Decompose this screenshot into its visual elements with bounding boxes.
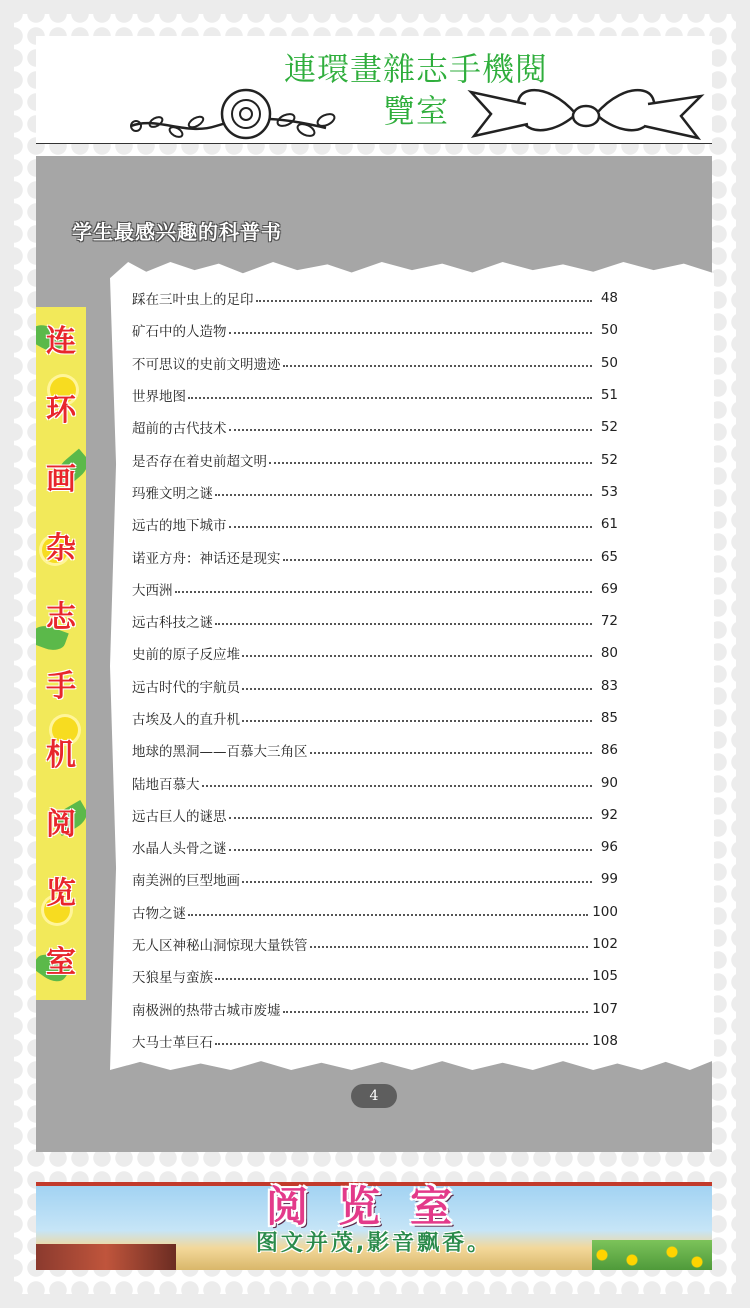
leader-dots	[215, 623, 592, 625]
toc-entry-page: 72	[600, 613, 618, 630]
toc-entry[interactable]	[132, 766, 618, 798]
side-char: 志	[46, 600, 76, 635]
leader-dots	[283, 365, 593, 367]
toc-entry-page: 102	[592, 936, 618, 953]
section-title: 学生最感兴趣的科普书	[72, 220, 282, 244]
toc-entry-title: 陆地百慕大	[132, 776, 200, 793]
toc-entry-title: 远古时代的宇航员	[132, 679, 240, 696]
toc-entry-title: 玛雅文明之谜	[132, 485, 213, 502]
toc-entry-page: 100	[592, 903, 618, 920]
toc-entry-page: 52	[600, 451, 618, 468]
table-of-contents	[132, 282, 618, 1057]
toc-entry[interactable]	[132, 379, 618, 411]
toc-entry[interactable]	[132, 508, 618, 540]
toc-entry-title: 矿石中的人造物	[132, 324, 227, 341]
side-char: 画	[46, 462, 76, 497]
leader-dots	[215, 1043, 588, 1045]
toc-entry-page: 108	[592, 1032, 618, 1049]
leader-dots	[215, 494, 592, 496]
leader-dots	[229, 429, 593, 431]
leader-dots	[188, 397, 592, 399]
leader-dots	[215, 978, 588, 980]
toc-entry-page: 51	[600, 387, 618, 404]
toc-entry[interactable]	[132, 282, 618, 314]
leader-dots	[242, 881, 592, 883]
toc-entry[interactable]	[132, 573, 618, 605]
toc-entry-page: 96	[600, 839, 618, 856]
side-char: 览	[46, 876, 76, 911]
side-char: 杂	[46, 531, 76, 566]
toc-entry[interactable]	[132, 637, 618, 669]
toc-entry-page: 48	[600, 290, 618, 307]
side-char: 连	[46, 324, 76, 359]
page-number-badge: 4	[351, 1084, 397, 1108]
toc-entry-page: 52	[600, 419, 618, 436]
toc-entry-title: 大马士革巨石	[132, 1034, 213, 1051]
toc-entry-page: 85	[600, 710, 618, 726]
toc-entry-title: 远古巨人的谜思	[132, 808, 227, 825]
side-banner-left	[36, 307, 86, 1000]
header-divider	[36, 143, 712, 144]
toc-entry[interactable]	[132, 799, 618, 831]
toc-entry-page: 50	[600, 354, 618, 371]
banner-subtitle: 图文并茂,影音飘香。	[255, 1231, 493, 1256]
side-char: 机	[46, 738, 76, 773]
toc-entry[interactable]	[132, 928, 618, 960]
leader-dots	[310, 946, 589, 948]
side-char: 阅	[46, 807, 76, 842]
toc-entry-title: 远古的地下城市	[132, 518, 227, 535]
toc-entry[interactable]	[132, 443, 618, 475]
title-line-1: 連環畫雜志手機閱	[283, 50, 548, 88]
banner-title: 阅览室	[265, 1182, 482, 1231]
toc-entry-page: 61	[600, 516, 618, 533]
toc-entry[interactable]	[132, 734, 618, 766]
leader-dots	[283, 1011, 589, 1013]
toc-entry-page: 92	[600, 806, 618, 823]
side-banner-text	[36, 307, 86, 997]
toc-entry-page: 86	[600, 742, 618, 759]
toc-entry-title: 史前的原子反应堆	[132, 647, 240, 664]
toc-entry-page: 50	[600, 322, 618, 339]
toc-entry-title: 是否存在着史前超文明	[132, 453, 267, 470]
leader-dots	[256, 300, 593, 302]
magazine-title	[246, 48, 586, 132]
toc-entry[interactable]	[132, 605, 618, 637]
toc-entry-title: 古物之谜	[132, 905, 186, 922]
leader-dots	[175, 591, 593, 593]
toc-entry-title: 超前的古代技术	[132, 421, 227, 438]
bottom-banner[interactable]	[36, 1182, 712, 1270]
toc-entry[interactable]	[132, 863, 618, 895]
title-line-2: 覽室	[382, 92, 449, 130]
toc-entry-title: 诺亚方舟：神话还是现实	[132, 550, 281, 567]
toc-entry[interactable]	[132, 993, 618, 1025]
toc-entry-title: 古埃及人的直升机	[132, 712, 240, 728]
toc-entry-page: 69	[600, 580, 618, 597]
leader-dots	[269, 462, 592, 464]
toc-entry-title: 天狼星与蛮族	[132, 970, 213, 987]
leader-dots	[229, 332, 593, 334]
leader-dots	[242, 655, 592, 657]
toc-entry[interactable]	[132, 831, 618, 863]
leader-dots	[242, 688, 592, 690]
leader-dots	[229, 817, 593, 819]
toc-entry-page: 105	[592, 968, 618, 985]
leader-dots	[242, 720, 592, 722]
toc-entry[interactable]	[132, 411, 618, 443]
toc-entry-page: 65	[600, 548, 618, 565]
side-char: 手	[46, 669, 76, 704]
toc-entry[interactable]	[132, 702, 618, 734]
toc-entry[interactable]	[132, 314, 618, 346]
toc-entry-page: 83	[600, 677, 618, 694]
toc-entry-title: 不可思议的史前文明遗迹	[132, 356, 281, 373]
side-char: 室	[46, 945, 76, 980]
toc-entry[interactable]	[132, 1025, 618, 1057]
toc-entry-title: 南美洲的巨型地画	[132, 873, 240, 890]
toc-entry-title: 世界地图	[132, 389, 186, 406]
leader-dots	[283, 559, 593, 561]
toc-entry-page: 80	[600, 645, 618, 662]
toc-entry[interactable]	[132, 670, 618, 702]
toc-entry[interactable]	[132, 896, 618, 928]
toc-entry-title: 无人区神秘山洞惊现大量铁管	[132, 938, 308, 955]
flowers-icon	[592, 1240, 712, 1270]
leader-dots	[188, 914, 588, 916]
toc-entry[interactable]	[132, 476, 618, 508]
toc-entry-title: 地球的黑洞——百慕大三角区	[132, 744, 308, 761]
toc-entry-title: 水晶人头骨之谜	[132, 841, 227, 858]
side-char: 环	[46, 393, 76, 428]
leader-dots	[310, 752, 593, 754]
leader-dots	[202, 785, 593, 787]
toc-entry[interactable]	[132, 347, 618, 379]
toc-entry-title: 踩在三叶虫上的足印	[132, 292, 254, 309]
toc-entry-title: 大西洲	[132, 582, 173, 599]
leader-dots	[229, 526, 593, 528]
toc-entry-page: 107	[592, 1000, 618, 1017]
toc-entry[interactable]	[132, 960, 618, 992]
toc-entry-title: 南极洲的热带古城市废墟	[132, 1002, 281, 1019]
toc-entry-page: 90	[600, 774, 618, 791]
toc-entry-title: 远古科技之谜	[132, 615, 213, 632]
leader-dots	[229, 849, 593, 851]
toc-entry[interactable]	[132, 540, 618, 572]
toc-entry-page: 99	[600, 871, 618, 888]
toc-entry-page: 53	[600, 483, 618, 500]
city-skyline-icon	[36, 1244, 176, 1270]
header	[36, 36, 712, 144]
